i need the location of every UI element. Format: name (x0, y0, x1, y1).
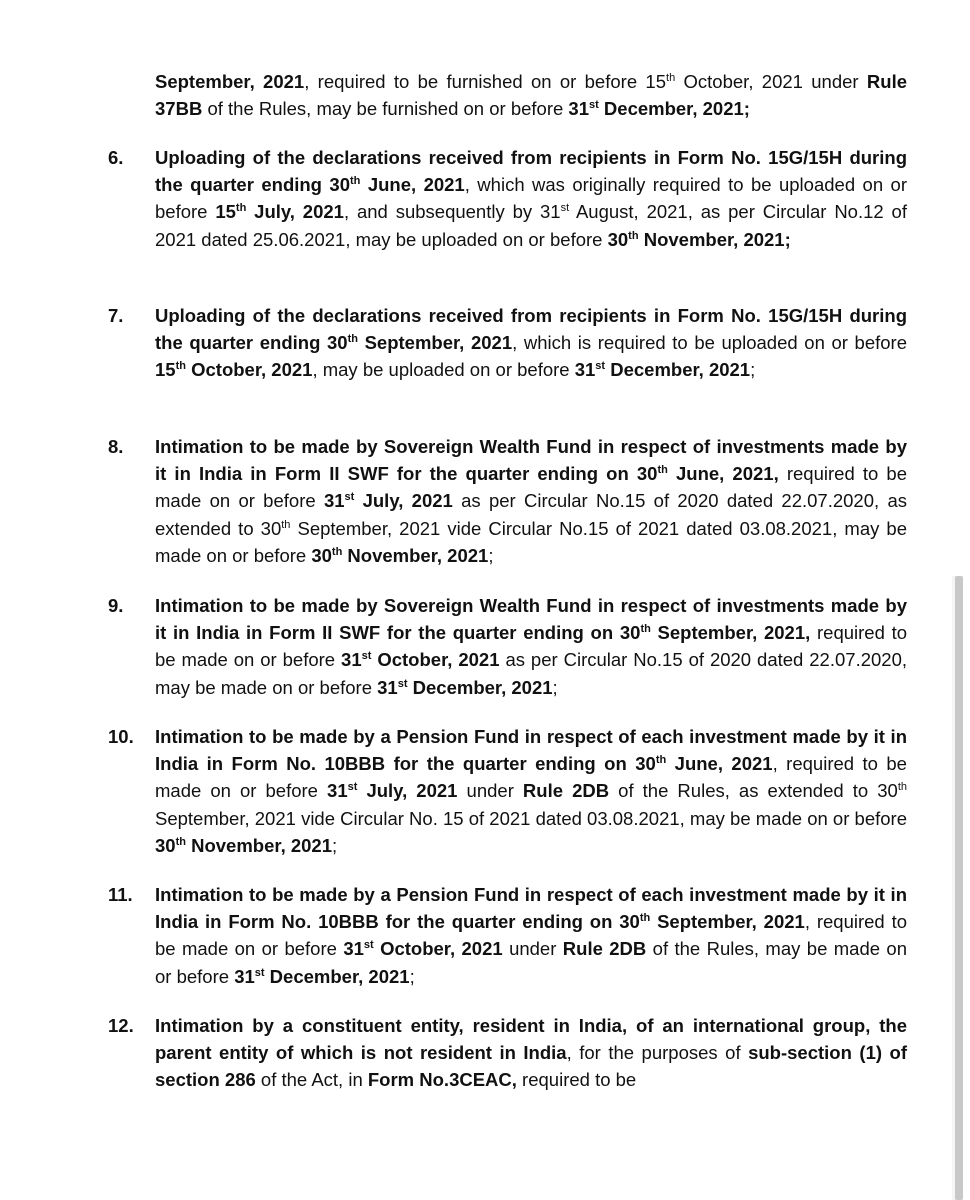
superscript-ordinal: th (175, 835, 186, 848)
superscript-ordinal: th (639, 912, 651, 925)
plain-text: required to be made on or before (155, 622, 907, 671)
plain-text: ; (552, 676, 558, 698)
plain-text: , which was originally required to be uploaded on or before (155, 174, 907, 223)
bold-text: 31 (234, 965, 255, 987)
plain-text: of the Rules, may be made on or before (155, 938, 907, 987)
item-text (155, 433, 907, 569)
bold-text: Intimation to be made by a Pension Fund in respect of each investment made by it in India in Form No. 10BBB for the quarter ending on 30 (155, 726, 907, 775)
superscript-ordinal: st (347, 781, 358, 794)
plain-text: August, 2021, as per Circular No.12 of 2021 dated 25.06.2021, may be uploaded on or before (155, 201, 907, 250)
bold-text: 31 (377, 676, 398, 698)
item-text (155, 302, 907, 384)
bold-text: November, 2021; (638, 228, 791, 250)
bold-text: September, 2021 (650, 911, 805, 933)
bold-text: Rule 2DB (522, 780, 610, 802)
item-number: 7. (108, 305, 124, 326)
item-number: 12. (108, 1015, 134, 1036)
bold-text: September, 2021, (650, 622, 811, 644)
superscript-ordinal: st (560, 202, 570, 215)
superscript-ordinal: th (175, 360, 186, 373)
bold-text: December, 2021 (407, 676, 553, 698)
bold-text: December, 2021 (264, 965, 410, 987)
bold-text: September, 2021 (357, 332, 513, 354)
superscript-ordinal: th (666, 72, 676, 84)
plain-text: of the Rules, as extended to 30 (609, 780, 898, 802)
bold-text: June, 2021, (667, 463, 779, 485)
plain-text: ; (750, 359, 756, 381)
plain-text: of the Act, in (255, 1069, 368, 1091)
plain-text: under (457, 780, 523, 802)
bold-text: 30 (311, 544, 332, 566)
plain-text: September, 2021 vide Circular No.15 of 2021 dated 03.08.2021, may be made on or before (155, 517, 907, 566)
bold-text: October, 2021 (371, 649, 500, 671)
plain-text: required to be made on or before (155, 463, 907, 512)
plain-text: ; (409, 965, 415, 987)
plain-text: as per Circular No.15 of 2020 dated 22.07.2020, may be made on or before (155, 649, 908, 698)
superscript-ordinal: th (657, 464, 668, 477)
bold-text: 15 (215, 201, 236, 223)
plain-text: required to be (516, 1069, 637, 1091)
bold-text: September, 2021 (155, 71, 305, 92)
bold-text: 31 (327, 780, 348, 802)
superscript-ordinal: st (344, 491, 355, 504)
bold-text: Intimation to be made by Sovereign Wealth Fund in respect of investments made by it in India in Form II SWF for the quarter ending on 30 (155, 436, 907, 485)
superscript-ordinal: st (363, 939, 374, 952)
superscript-ordinal: th (235, 202, 247, 215)
plain-text: , and subsequently by 31 (343, 201, 561, 223)
bold-text: sub-section (1) of section 286 (155, 1042, 907, 1091)
superscript-ordinal: th (628, 229, 639, 242)
bold-text: Uploading of the declarations received from recipients in Form No. 15G/15H during the quarter ending 30 (155, 305, 907, 354)
item-text (155, 144, 907, 253)
plain-text: , for the purposes of (566, 1042, 749, 1064)
superscript-ordinal: st (361, 650, 372, 663)
superscript-ordinal: st (254, 966, 265, 979)
plain-text: September, 2021 vide Circular No. 15 of 2021 dated 03.08.2021, may be made on or before (155, 807, 907, 829)
plain-text: , may be uploaded on or before (312, 359, 575, 381)
item-number: 6. (108, 147, 124, 168)
bold-text: July, 2021 (357, 780, 458, 802)
plain-text: , which is required to be uploaded on or before (512, 332, 908, 354)
bold-text: Rule 37BB (155, 71, 907, 120)
bold-text: December, 2021; (598, 98, 750, 120)
superscript-ordinal: st (595, 360, 606, 373)
plain-text: , required to be furnished on or before 15 (304, 71, 667, 92)
bold-text: Form No.3CEAC, (367, 1069, 517, 1091)
bold-text: November, 2021 (185, 834, 332, 856)
bold-text: June, 2021 (360, 174, 465, 196)
superscript-ordinal: st (589, 99, 599, 112)
paragraph-text (155, 68, 907, 122)
superscript-ordinal: th (640, 623, 651, 636)
bold-text: 30 (155, 834, 176, 856)
bold-text: 31 (323, 490, 345, 512)
plain-text: ; (332, 834, 338, 856)
bold-text: July, 2021 (354, 490, 453, 512)
bold-text: 31 (343, 938, 364, 960)
bold-text: Uploading of the declarations received from recipients in Form No. 15G/15H during the quarter ending 30 (155, 147, 907, 196)
bold-text: 31 (341, 649, 362, 671)
plain-text: , required to be made on or before (155, 911, 907, 960)
superscript-ordinal: th (350, 175, 361, 188)
item-number: 11. (108, 884, 133, 905)
item-number: 8. (108, 436, 124, 457)
item-number: 10. (108, 726, 134, 747)
plain-text: of the Rules, may be furnished on or before (202, 98, 569, 120)
bold-text: December, 2021 (605, 359, 751, 381)
plain-text: under (502, 938, 563, 960)
bold-text: July, 2021 (246, 201, 344, 223)
superscript-ordinal: th (655, 754, 667, 767)
scrollbar-thumb[interactable] (955, 576, 963, 1200)
item-number: 9. (108, 595, 124, 616)
superscript-ordinal: th (331, 545, 343, 558)
item-text (155, 881, 907, 990)
bold-text: Rule 2DB (562, 938, 647, 960)
item-text (155, 723, 907, 859)
bold-text: 31 (568, 98, 589, 120)
item-text (155, 592, 907, 701)
bold-text: October, 2021 (185, 359, 313, 381)
superscript-ordinal: th (347, 333, 358, 346)
bold-text: 30 (607, 228, 629, 250)
superscript-ordinal: th (897, 781, 907, 794)
bold-text: October, 2021 (373, 938, 503, 960)
superscript-ordinal: th (281, 518, 291, 531)
plain-text: as per Circular No.15 of 2020 dated 22.07.2020, as extended to 30 (155, 490, 907, 539)
item-text (155, 1012, 907, 1094)
bold-text: Intimation to be made by Sovereign Wealth Fund in respect of investments made by it in India in Form II SWF for the quarter ending on 30 (155, 595, 907, 644)
bold-text: 15 (155, 359, 176, 381)
plain-text: , required to be made on or before (155, 753, 907, 802)
bold-text: November, 2021 (342, 544, 489, 566)
plain-text: ; (488, 544, 494, 566)
bold-text: Intimation to be made by a Pension Fund in respect of each investment made by it in India in Form No. 10BBB for the quarter ending on 30 (155, 884, 907, 933)
plain-text: October, 2021 under (675, 71, 867, 92)
bold-text: 31 (574, 359, 596, 381)
bold-text: Intimation by a constituent entity, resident in India, of an international group, the parent entity of which is not resident in India (155, 1015, 907, 1064)
superscript-ordinal: st (397, 677, 408, 690)
bold-text: June, 2021 (666, 753, 773, 775)
